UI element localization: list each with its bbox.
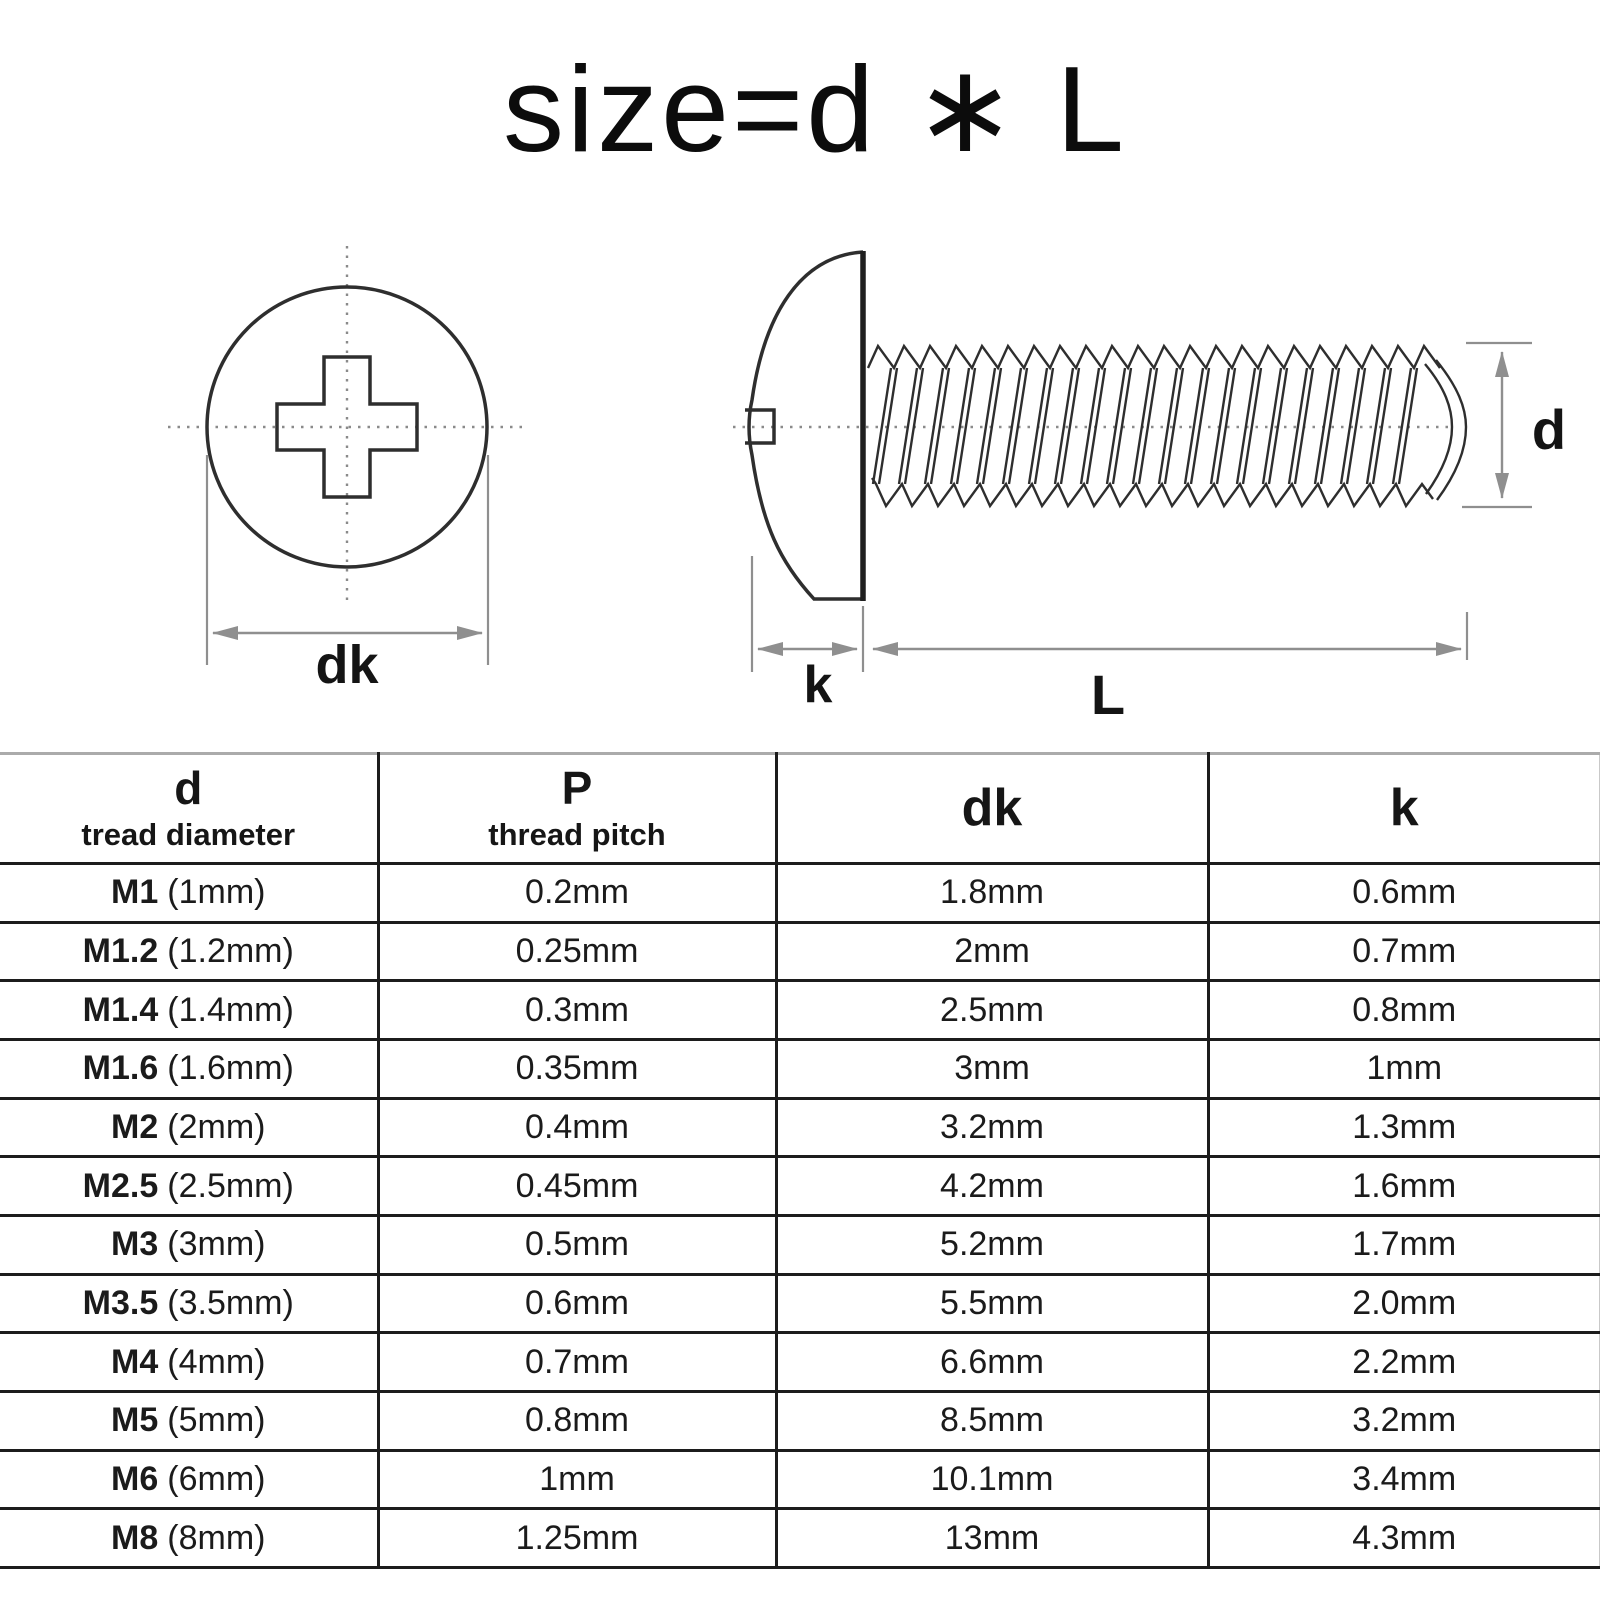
cell-k: 1.6mm (1208, 1157, 1600, 1216)
cell-thread-diameter (0, 1098, 378, 1157)
cell-k: 0.7mm (1208, 922, 1600, 981)
cell-thread-diameter (0, 922, 378, 981)
table-row (0, 922, 1600, 981)
pan-head-profile (749, 252, 863, 599)
cell-k: 1.7mm (1208, 1215, 1600, 1274)
thread-size: M5 (111, 1401, 159, 1440)
cell-dk: 5.5mm (776, 1274, 1208, 1333)
cell-thread-diameter (0, 1215, 378, 1274)
thread-size: M6 (111, 1459, 159, 1498)
column-symbol: d (174, 762, 203, 815)
front-view-drawing (168, 246, 522, 695)
thread-size: M8 (111, 1518, 159, 1557)
cell-thread-diameter (0, 1391, 378, 1450)
table-row (0, 1509, 1600, 1568)
cell-thread-pitch: 0.3mm (378, 981, 776, 1040)
d-dimension-label: d (1531, 398, 1567, 461)
cell-dk: 2mm (776, 922, 1208, 981)
cell-thread-pitch: 0.8mm (378, 1391, 776, 1450)
table-row (0, 981, 1600, 1040)
cell-dk: 10.1mm (776, 1450, 1208, 1509)
cell-thread-diameter (0, 864, 378, 923)
cell-thread-diameter (0, 1509, 378, 1568)
thread-size-mm: (4mm) (167, 1342, 266, 1381)
cell-dk: 6.6mm (776, 1333, 1208, 1392)
cell-thread-pitch: 1.25mm (378, 1509, 776, 1568)
cell-k: 0.6mm (1208, 864, 1600, 923)
thread-size: M3 (111, 1225, 159, 1264)
thread-size-mm: (2.5mm) (167, 1166, 294, 1205)
cell-k: 2.2mm (1208, 1333, 1600, 1392)
cell-thread-pitch: 0.7mm (378, 1333, 776, 1392)
cell-dk: 5.2mm (776, 1215, 1208, 1274)
cell-thread-pitch: 0.35mm (378, 1039, 776, 1098)
cell-thread-diameter (0, 1274, 378, 1333)
cell-thread-pitch: 0.6mm (378, 1274, 776, 1333)
table-row (0, 1274, 1600, 1333)
table-row (0, 864, 1600, 923)
column-header-d (0, 754, 378, 864)
cell-thread-diameter (0, 1039, 378, 1098)
cell-thread-diameter (0, 1157, 378, 1216)
thread-size: M1.2 (82, 931, 159, 970)
thread-size: M3.5 (82, 1283, 159, 1322)
cell-thread-diameter (0, 981, 378, 1040)
column-symbol: dk (961, 779, 1023, 838)
cell-thread-diameter (0, 1333, 378, 1392)
cell-thread-pitch: 0.25mm (378, 922, 776, 981)
cell-k: 4.3mm (1208, 1509, 1600, 1568)
cell-k: 0.8mm (1208, 981, 1600, 1040)
l-dimension-label: L (1090, 663, 1126, 726)
cell-dk: 1.8mm (776, 864, 1208, 923)
table-row (0, 1450, 1600, 1509)
table-row (0, 1333, 1600, 1392)
thread-size-mm: (1mm) (167, 873, 266, 912)
thread-size: M1 (111, 873, 159, 912)
screw-technical-drawing (0, 0, 1600, 750)
screw-spec-table (0, 752, 1600, 1569)
cell-k: 2.0mm (1208, 1274, 1600, 1333)
thread-size: M2 (111, 1107, 159, 1146)
cell-thread-pitch: 0.2mm (378, 864, 776, 923)
cell-dk: 8.5mm (776, 1391, 1208, 1450)
column-header-dk (776, 754, 1208, 864)
cell-k: 1mm (1208, 1039, 1600, 1098)
cell-thread-pitch: 0.4mm (378, 1098, 776, 1157)
table-row (0, 1157, 1600, 1216)
page-title: size=d ∗ L (503, 41, 1127, 177)
column-header-p (378, 754, 776, 864)
cell-dk: 13mm (776, 1509, 1208, 1568)
table-row (0, 1391, 1600, 1450)
column-subtitle: thread pitch (488, 816, 666, 852)
thread-size-mm: (1.2mm) (167, 931, 294, 970)
thread-size-mm: (2mm) (167, 1107, 266, 1146)
cell-thread-pitch: 0.45mm (378, 1157, 776, 1216)
thread-size-mm: (1.6mm) (167, 1049, 294, 1088)
thread-size: M4 (111, 1342, 159, 1381)
cell-k: 3.4mm (1208, 1450, 1600, 1509)
cell-thread-pitch: 1mm (378, 1450, 776, 1509)
cell-thread-diameter (0, 1450, 378, 1509)
thread-size-mm: (3mm) (167, 1225, 266, 1264)
column-header-k (1208, 754, 1600, 864)
thread-size-mm: (8mm) (167, 1518, 266, 1557)
cell-dk: 2.5mm (776, 981, 1208, 1040)
cell-k: 3.2mm (1208, 1391, 1600, 1450)
column-symbol: k (1389, 779, 1419, 838)
dk-dimension-label: dk (315, 635, 379, 695)
table-row (0, 1098, 1600, 1157)
thread-size-mm: (6mm) (167, 1459, 266, 1498)
thread-size: M1.6 (82, 1049, 159, 1088)
cell-dk: 3.2mm (776, 1098, 1208, 1157)
table-header-row (0, 754, 1600, 864)
thread-size: M2.5 (82, 1166, 159, 1205)
thread-size-mm: (1.4mm) (167, 990, 294, 1029)
thread-size: M1.4 (82, 990, 159, 1029)
thread-size-mm: (5mm) (167, 1401, 266, 1440)
cell-k: 1.3mm (1208, 1098, 1600, 1157)
column-subtitle: tread diameter (81, 816, 296, 852)
cell-dk: 3mm (776, 1039, 1208, 1098)
thread-end-cap-inner (1425, 364, 1452, 494)
cell-thread-pitch: 0.5mm (378, 1215, 776, 1274)
k-dimension-label: k (803, 656, 833, 714)
table-row (0, 1215, 1600, 1274)
cell-dk: 4.2mm (776, 1157, 1208, 1216)
thread-size-mm: (3.5mm) (167, 1283, 294, 1322)
table-row (0, 1039, 1600, 1098)
column-symbol: P (561, 762, 593, 815)
side-view-drawing (733, 251, 1566, 726)
